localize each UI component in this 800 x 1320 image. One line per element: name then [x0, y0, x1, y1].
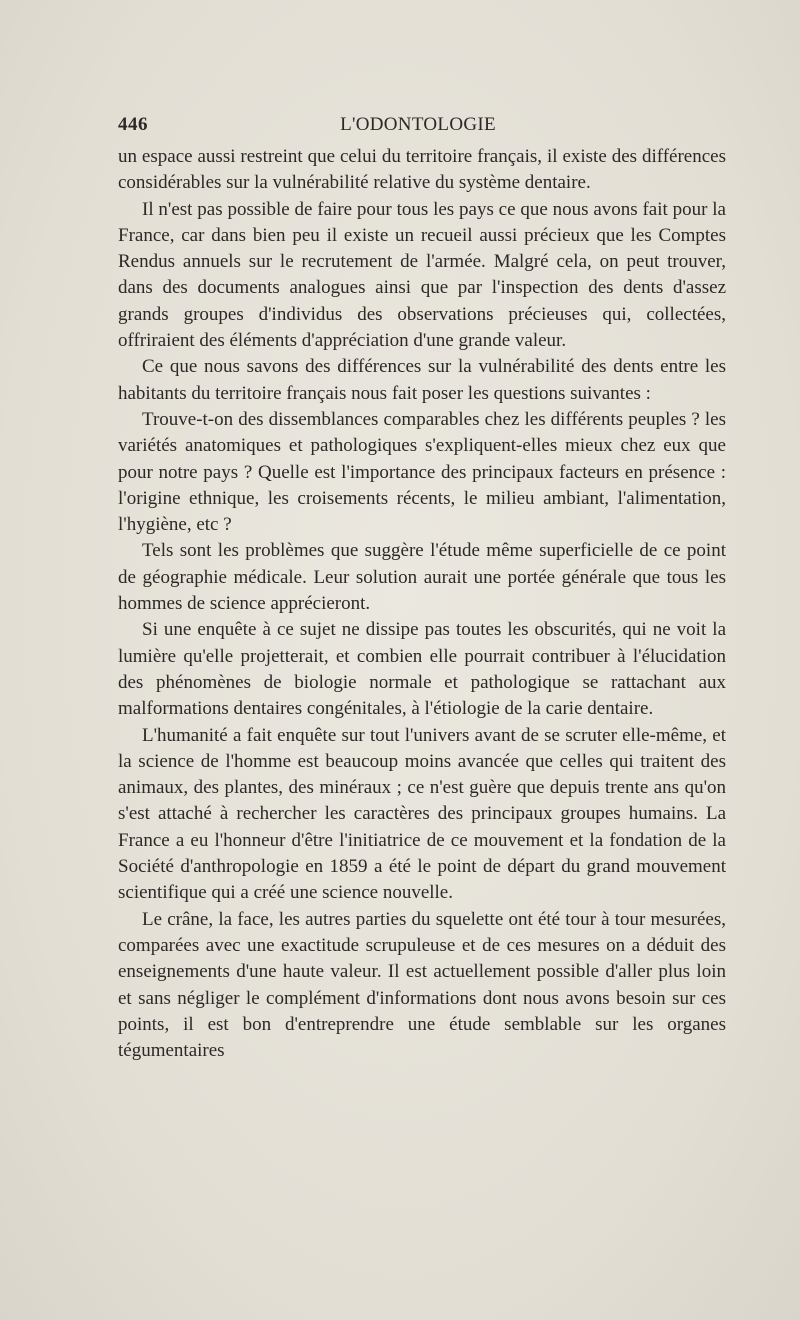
page-number: 446 — [118, 114, 148, 135]
page-header — [118, 114, 718, 142]
paragraph-3: Ce que nous savons des différences sur la vulnérabilité des dents entre les habitants du territoire français nous fait poser les questions suivantes : — [118, 356, 726, 404]
paragraph-7: L'humanité a fait enquête sur tout l'univers avant de se scruter elle-même, et la science de l'homme est beaucoup moins avancée que celles qui traitent des animaux, des plantes, des minéraux ; ce n'est guère que depuis trente ans qu'on s'est attaché à rechercher les caractères des principaux groupes humains. La France a eu l'honneur d'être l'initiatrice de ce mouvement et la fondation de la Société d'anthropologie en 1859 a été le point de départ du grand mouvement scientifique qui a créé une science nouvelle. — [118, 724, 726, 904]
paragraph-6: Si une enquête à ce sujet ne dissipe pas toutes les obscurités, qui ne voit la lumière qu'elle projetterait, et combien elle pourrait contribuer à l'élucidation des phénomènes de biologie normale et pathologique se rattachant aux malformations dentaires congénitales, à l'étiologie de la carie dentaire. — [118, 619, 726, 720]
body-text — [118, 144, 726, 1064]
paragraph-5: Tels sont les problèmes que suggère l'étude même superficielle de ce point de géographie médicale. Leur solution aurait une portée générale que tous les hommes de science apprécieront. — [118, 540, 726, 615]
paragraph-8: Le crâne, la face, les autres parties du squelette ont été tour à tour mesurées, comparées avec une exactitude scrupuleuse et de ces mesures on a déduit des enseignements d'une haute valeur. Il est actuellement possible d'aller plus loin et sans négliger le complément d'informations dont nous avons besoin sur ces points, il est bon d'entreprendre une étude semblable sur les organes tégumentaires — [118, 908, 726, 1062]
running-title: L'ODONTOLOGIE — [340, 114, 496, 135]
paragraph-4: Trouve-t-on des dissemblances comparables chez les différents peuples ? les variétés anatomiques et pathologiques s'expliquent-elles mieux chez eux que pour notre pays ? Quelle est l'importance des principaux facteurs en présence : l'origine ethnique, les croisements récents, le milieu ambiant, l'alimentation, l'hygiène, etc ? — [118, 408, 726, 536]
paragraph-2: Il n'est pas possible de faire pour tous les pays ce que nous avons fait pour la France, car dans bien peu il existe un recueil aussi précieux que les Comptes Rendus annuels sur le recrutement de l'armée. Malgré cela, on peut trouver, dans des documents analogues ainsi que par l'inspection des dents d'assez grands groupes d'individus des observations précieuses qui, collectées, offriraient des éléments d'appréciation d'une grande valeur. — [118, 198, 726, 352]
paragraph-1: un espace aussi restreint que celui du territoire français, il existe des différences considérables sur la vulnérabilité relative du système dentaire. — [118, 146, 726, 194]
